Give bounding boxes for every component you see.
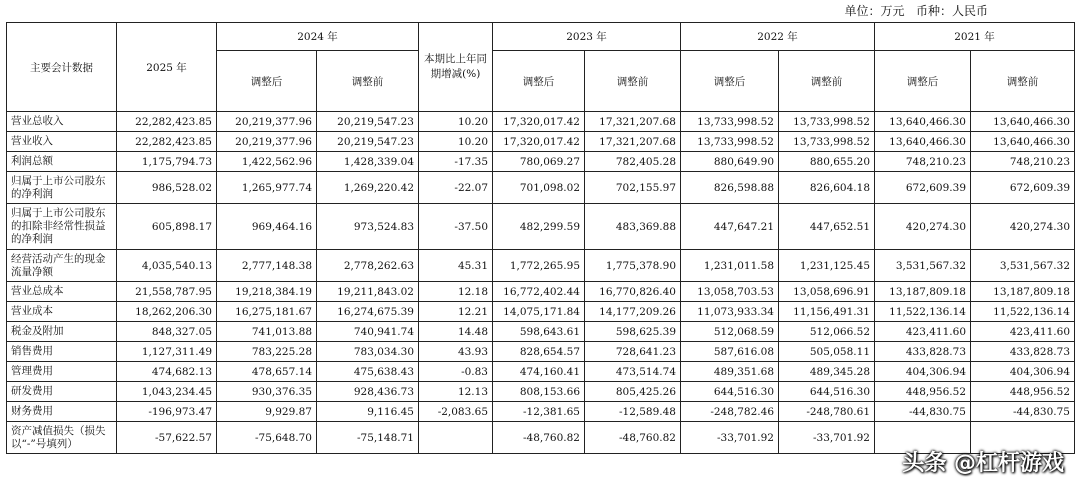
value-cell: 930,376.35 (217, 382, 317, 402)
value-cell: 20,219,377.96 (217, 112, 317, 132)
value-cell: -57,622.57 (117, 422, 217, 454)
value-cell: 9,116.45 (317, 402, 419, 422)
table-row (7, 322, 1075, 342)
value-cell: 598,625.39 (585, 322, 681, 342)
row-label: 营业成本 (7, 302, 117, 322)
value-cell: 474,682.13 (117, 362, 217, 382)
value-cell: 1,772,265.95 (493, 250, 585, 282)
value-cell: 11,073,933.34 (681, 302, 779, 322)
value-cell: 808,153.66 (493, 382, 585, 402)
header-yoy-change: 本期比上年同期增减(%) (419, 23, 493, 112)
value-cell: 12.18 (419, 282, 493, 302)
value-cell: 1,127,311.49 (117, 342, 217, 362)
table-row (7, 402, 1075, 422)
value-cell: 783,034.30 (317, 342, 419, 362)
row-label: 利润总额 (7, 152, 117, 172)
table-row (7, 112, 1075, 132)
value-cell: 4,035,540.13 (117, 250, 217, 282)
value-cell: 13,733,998.52 (779, 132, 875, 152)
value-cell: 21,558,787.95 (117, 282, 217, 302)
row-label: 营业总收入 (7, 112, 117, 132)
value-cell: 404,306.94 (971, 362, 1075, 382)
value-cell: 702,155.97 (585, 172, 681, 204)
value-cell: 22,282,423.85 (117, 112, 217, 132)
value-cell: 1,422,562.96 (217, 152, 317, 172)
value-cell: 16,770,826.40 (585, 282, 681, 302)
value-cell: 782,405.28 (585, 152, 681, 172)
row-label: 税金及附加 (7, 322, 117, 342)
value-cell: 16,275,181.67 (217, 302, 317, 322)
value-cell: -37.50 (419, 204, 493, 250)
value-cell: 780,069.27 (493, 152, 585, 172)
header-2025: 2025 年 (117, 23, 217, 112)
value-cell: 17,320,017.42 (493, 112, 585, 132)
value-cell: 2,777,148.38 (217, 250, 317, 282)
value-cell: 447,647.21 (681, 204, 779, 250)
header-2022: 2022 年 (681, 23, 875, 51)
value-cell: 701,098.02 (493, 172, 585, 204)
value-cell: 3,531,567.32 (971, 250, 1075, 282)
value-cell: 587,616.08 (681, 342, 779, 362)
value-cell: 13,187,809.18 (875, 282, 971, 302)
value-cell: 748,210.23 (971, 152, 1075, 172)
value-cell: 11,156,491.31 (779, 302, 875, 322)
value-cell: 483,369.88 (585, 204, 681, 250)
value-cell: -196,973.47 (117, 402, 217, 422)
value-cell: 20,219,377.96 (217, 132, 317, 152)
value-cell: 18,262,206.30 (117, 302, 217, 322)
table-header-row (7, 23, 1075, 51)
value-cell: 45.31 (419, 250, 493, 282)
value-cell: 19,218,384.19 (217, 282, 317, 302)
value-cell: 748,210.23 (875, 152, 971, 172)
value-cell: 880,649.90 (681, 152, 779, 172)
value-cell: 728,641.23 (585, 342, 681, 362)
value-cell: 598,643.61 (493, 322, 585, 342)
value-cell: 10.20 (419, 112, 493, 132)
value-cell: 13,640,466.30 (971, 132, 1075, 152)
row-label: 财务费用 (7, 402, 117, 422)
table-row (7, 172, 1075, 204)
value-cell: 13,733,998.52 (779, 112, 875, 132)
value-cell: 13,058,696.91 (779, 282, 875, 302)
value-cell: 13,187,809.18 (971, 282, 1075, 302)
header-2024-adjusted-before: 调整前 (317, 51, 419, 112)
header-2021: 2021 年 (875, 23, 1075, 51)
row-label: 资产减值损失（损失以“-”号填列） (7, 422, 117, 454)
value-cell: -48,760.82 (493, 422, 585, 454)
value-cell: 16,772,402.44 (493, 282, 585, 302)
value-cell: 17,321,207.68 (585, 132, 681, 152)
value-cell: 448,956.52 (875, 382, 971, 402)
value-cell: 13,640,466.30 (875, 112, 971, 132)
value-cell: 605,898.17 (117, 204, 217, 250)
value-cell: -33,701.92 (779, 422, 875, 454)
value-cell: 12.13 (419, 382, 493, 402)
header-2023: 2023 年 (493, 23, 681, 51)
value-cell: -2,083.65 (419, 402, 493, 422)
value-cell: 17,320,017.42 (493, 132, 585, 152)
value-cell: 22,282,423.85 (117, 132, 217, 152)
header-2023-adjusted-after: 调整后 (493, 51, 585, 112)
value-cell: 512,068.59 (681, 322, 779, 342)
unit-currency-note: 单位：万元 币种：人民币 (844, 4, 988, 18)
value-cell: 644,516.30 (779, 382, 875, 402)
header-2022-adjusted-after: 调整后 (681, 51, 779, 112)
value-cell: 1,043,234.45 (117, 382, 217, 402)
value-cell: 13,058,703.53 (681, 282, 779, 302)
table-row (7, 250, 1075, 282)
value-cell: 14.48 (419, 322, 493, 342)
value-cell: 14,075,171.84 (493, 302, 585, 322)
value-cell: 11,522,136.14 (971, 302, 1075, 322)
row-label: 营业收入 (7, 132, 117, 152)
value-cell: 9,929.87 (217, 402, 317, 422)
value-cell: 986,528.02 (117, 172, 217, 204)
table-row (7, 382, 1075, 402)
value-cell: 482,299.59 (493, 204, 585, 250)
value-cell: 14,177,209.26 (585, 302, 681, 322)
header-main-item: 主要会计数据 (7, 23, 117, 112)
value-cell: -248,782.46 (681, 402, 779, 422)
table-row (7, 132, 1075, 152)
watermark (902, 446, 1064, 477)
table-row (7, 282, 1075, 302)
value-cell: 423,411.60 (875, 322, 971, 342)
value-cell: 404,306.94 (875, 362, 971, 382)
value-cell: -75,648.70 (217, 422, 317, 454)
value-cell: -48,760.82 (585, 422, 681, 454)
value-cell: 672,609.39 (875, 172, 971, 204)
value-cell: 17,321,207.68 (585, 112, 681, 132)
value-cell: 13,640,466.30 (971, 112, 1075, 132)
row-label: 归属于上市公司股东的扣除非经常性损益的净利润 (7, 204, 117, 250)
value-cell: 741,013.88 (217, 322, 317, 342)
row-label: 营业总成本 (7, 282, 117, 302)
value-cell: 1,231,125.45 (779, 250, 875, 282)
header-2024: 2024 年 (217, 23, 419, 51)
value-cell: 489,351.68 (681, 362, 779, 382)
row-label: 销售费用 (7, 342, 117, 362)
value-cell: 2,778,262.63 (317, 250, 419, 282)
table-row (7, 342, 1075, 362)
header-2022-adjusted-before: 调整前 (779, 51, 875, 112)
value-cell: 880,655.20 (779, 152, 875, 172)
value-cell: 16,274,675.39 (317, 302, 419, 322)
table-row (7, 362, 1075, 382)
value-cell: 478,657.14 (217, 362, 317, 382)
value-cell: 433,828.73 (971, 342, 1075, 362)
value-cell: 447,652.51 (779, 204, 875, 250)
table-row (7, 204, 1075, 250)
header-2021-adjusted-after: 调整后 (875, 51, 971, 112)
table-row (7, 152, 1075, 172)
value-cell: -75,148.71 (317, 422, 419, 454)
value-cell: 805,425.26 (585, 382, 681, 402)
value-cell: 19,211,843.02 (317, 282, 419, 302)
header-2023-adjusted-before: 调整前 (585, 51, 681, 112)
value-cell: 3,531,567.32 (875, 250, 971, 282)
value-cell: 1,265,977.74 (217, 172, 317, 204)
value-cell: -12,381.65 (493, 402, 585, 422)
value-cell: 1,175,794.73 (117, 152, 217, 172)
value-cell: 826,598.88 (681, 172, 779, 204)
value-cell: 928,436.73 (317, 382, 419, 402)
value-cell: 20,219,547.23 (317, 112, 419, 132)
value-cell: 10.20 (419, 132, 493, 152)
value-cell: 848,327.05 (117, 322, 217, 342)
value-cell: 969,464.16 (217, 204, 317, 250)
value-cell: 473,514.74 (585, 362, 681, 382)
value-cell: 489,345.28 (779, 362, 875, 382)
value-cell: 475,638.43 (317, 362, 419, 382)
value-cell: 740,941.74 (317, 322, 419, 342)
table-row (7, 302, 1075, 322)
value-cell: 420,274.30 (971, 204, 1075, 250)
value-cell: -44,830.75 (875, 402, 971, 422)
value-cell: 826,604.18 (779, 172, 875, 204)
value-cell: 505,058.11 (779, 342, 875, 362)
value-cell: 43.93 (419, 342, 493, 362)
header-2021-adjusted-before: 调整前 (971, 51, 1075, 112)
value-cell: -248,780.61 (779, 402, 875, 422)
value-cell: -33,701.92 (681, 422, 779, 454)
value-cell: -22.07 (419, 172, 493, 204)
row-label: 经营活动产生的现金流量净额 (7, 250, 117, 282)
value-cell: 1,428,339.04 (317, 152, 419, 172)
value-cell: 13,733,998.52 (681, 132, 779, 152)
row-label: 管理费用 (7, 362, 117, 382)
value-cell: -17.35 (419, 152, 493, 172)
row-label: 研发费用 (7, 382, 117, 402)
key-financial-data-table (6, 22, 1075, 454)
value-cell: 420,274.30 (875, 204, 971, 250)
value-cell: 474,160.41 (493, 362, 585, 382)
value-cell: 644,516.30 (681, 382, 779, 402)
watermark-text: 头条 @杠杆游戏 (902, 451, 1064, 476)
header-2024-adjusted-after: 调整后 (217, 51, 317, 112)
table-body (7, 112, 1075, 454)
value-cell: 828,654.57 (493, 342, 585, 362)
value-cell: -44,830.75 (971, 402, 1075, 422)
value-cell: 512,066.52 (779, 322, 875, 342)
value-cell: 1,775,378.90 (585, 250, 681, 282)
value-cell (419, 422, 493, 454)
value-cell: 672,609.39 (971, 172, 1075, 204)
value-cell: -0.83 (419, 362, 493, 382)
value-cell: 12.21 (419, 302, 493, 322)
value-cell: 13,640,466.30 (875, 132, 971, 152)
value-cell: 13,733,998.52 (681, 112, 779, 132)
value-cell: 20,219,547.23 (317, 132, 419, 152)
value-cell: 1,269,220.42 (317, 172, 419, 204)
value-cell: -12,589.48 (585, 402, 681, 422)
value-cell: 11,522,136.14 (875, 302, 971, 322)
value-cell: 973,524.83 (317, 204, 419, 250)
value-cell: 1,231,011.58 (681, 250, 779, 282)
value-cell: 423,411.60 (971, 322, 1075, 342)
value-cell: 433,828.73 (875, 342, 971, 362)
row-label: 归属于上市公司股东的净利润 (7, 172, 117, 204)
value-cell: 448,956.52 (971, 382, 1075, 402)
value-cell: 783,225.28 (217, 342, 317, 362)
